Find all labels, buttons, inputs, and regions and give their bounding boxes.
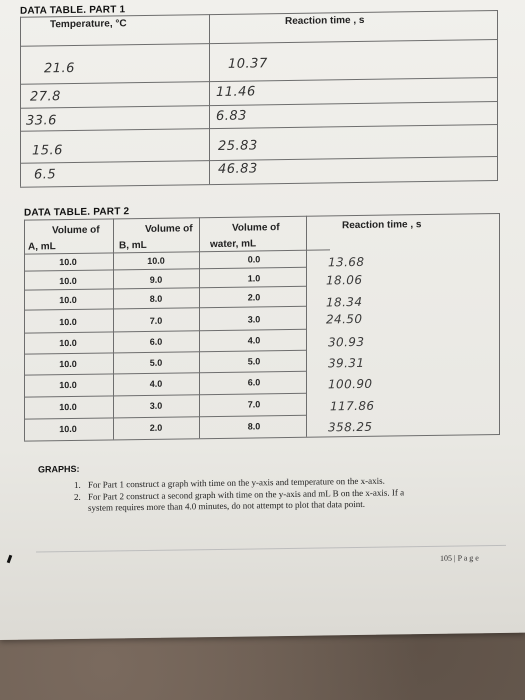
part2-b-cell: 3.0 (149, 400, 163, 411)
part2-header-volume-water: Volume of (232, 222, 280, 234)
part2-water-cell: 1.0 (247, 273, 261, 284)
page-number: 105 | P a g e (440, 553, 479, 563)
part2-header-water-ml: water, mL (210, 238, 257, 251)
graph-instruction-1-number: 1. (74, 479, 81, 490)
part2-a-cell: 10.0 (59, 423, 77, 435)
part2-water-cell: 8.0 (247, 421, 261, 432)
part1-time-cell: 25.83 (218, 138, 258, 154)
part2-b-cell: 5.0 (149, 357, 163, 368)
part1-time-cell: 46.83 (218, 161, 258, 177)
graph-instruction-2-line2: system requires more than 4.0 minutes, do not attempt to plot that data point. (88, 498, 365, 513)
part2-b-cell: 9.0 (149, 274, 163, 285)
part2-header-a-ml: A, mL (28, 241, 56, 253)
part2-a-cell: 10.0 (59, 275, 77, 287)
part2-header-volume-b: Volume of (145, 223, 193, 235)
part1-time-cell: 11.46 (216, 84, 256, 100)
graph-instruction-2-number: 2. (74, 491, 81, 502)
part2-time-cell: 117.86 (330, 398, 375, 414)
part2-time-cell: 39.31 (328, 355, 365, 371)
part1-temp-cell: 6.5 (34, 167, 57, 183)
part2-header-reaction-time: Reaction time , s (342, 219, 422, 232)
part2-water-cell: 6.0 (247, 377, 261, 388)
part1-temp-cell: 33.6 (26, 113, 57, 129)
part2-time-cell: 358.25 (328, 419, 373, 435)
part2-a-cell: 10.0 (59, 316, 77, 328)
part2-time-cell: 24.50 (326, 311, 363, 327)
part1-temp-cell: 27.8 (30, 89, 61, 105)
part2-a-cell: 10.0 (59, 337, 77, 349)
part2-time-cell: 13.68 (328, 254, 365, 270)
part1-temp-cell: 21.6 (44, 60, 75, 77)
part2-water-cell: 4.0 (247, 335, 261, 346)
part2-time-cell: 18.34 (326, 294, 363, 310)
part2-b-cell: 7.0 (149, 315, 163, 326)
part1-time-cell: 6.83 (216, 108, 247, 124)
part1-time-cell: 10.37 (228, 56, 268, 72)
part2-a-cell: 10.0 (59, 379, 77, 391)
graph-instruction-2-line1: For Part 2 construct a second graph with time on the y-axis and mL B on the x-axis. If a (88, 487, 405, 502)
part2-water-cell: 5.0 (247, 356, 261, 367)
part2-time-cell: 30.93 (328, 334, 365, 350)
graph-instruction-1: For Part 1 construct a graph with time on the y-axis and temperature on the x-axis. (88, 475, 385, 490)
part2-a-cell: 10.0 (59, 294, 77, 306)
part2-b-cell: 8.0 (149, 293, 163, 304)
part2-header-b-ml: B, mL (119, 239, 147, 252)
part2-title: DATA TABLE. PART 2 (24, 206, 130, 219)
part2-b-cell: 2.0 (149, 422, 163, 433)
part1-title: DATA TABLE. PART 1 (20, 4, 126, 17)
part2-header-volume-a: Volume of (52, 224, 100, 237)
part2-water-cell: 3.0 (247, 314, 261, 325)
part2-time-cell: 18.06 (326, 272, 363, 288)
part2-b-cell: 6.0 (149, 336, 163, 347)
part2-a-cell: 10.0 (59, 358, 77, 370)
part2-a-cell: 10.0 (59, 256, 77, 268)
part1-header-reaction-time: Reaction time , s (285, 14, 365, 28)
part2-water-cell: 2.0 (247, 292, 261, 303)
part2-water-cell: 0.0 (247, 254, 261, 265)
part2-a-cell: 10.0 (59, 401, 77, 413)
part2-b-cell: 10.0 (147, 255, 165, 266)
part2-time-cell: 100.90 (328, 376, 373, 392)
footer-divider (36, 545, 506, 553)
part2-b-cell: 4.0 (149, 378, 163, 389)
part2-water-cell: 7.0 (247, 399, 261, 410)
graphs-heading: GRAPHS: (38, 463, 80, 475)
part1-temp-cell: 15.6 (32, 143, 63, 159)
part1-header-temperature: Temperature, °C (50, 18, 127, 31)
